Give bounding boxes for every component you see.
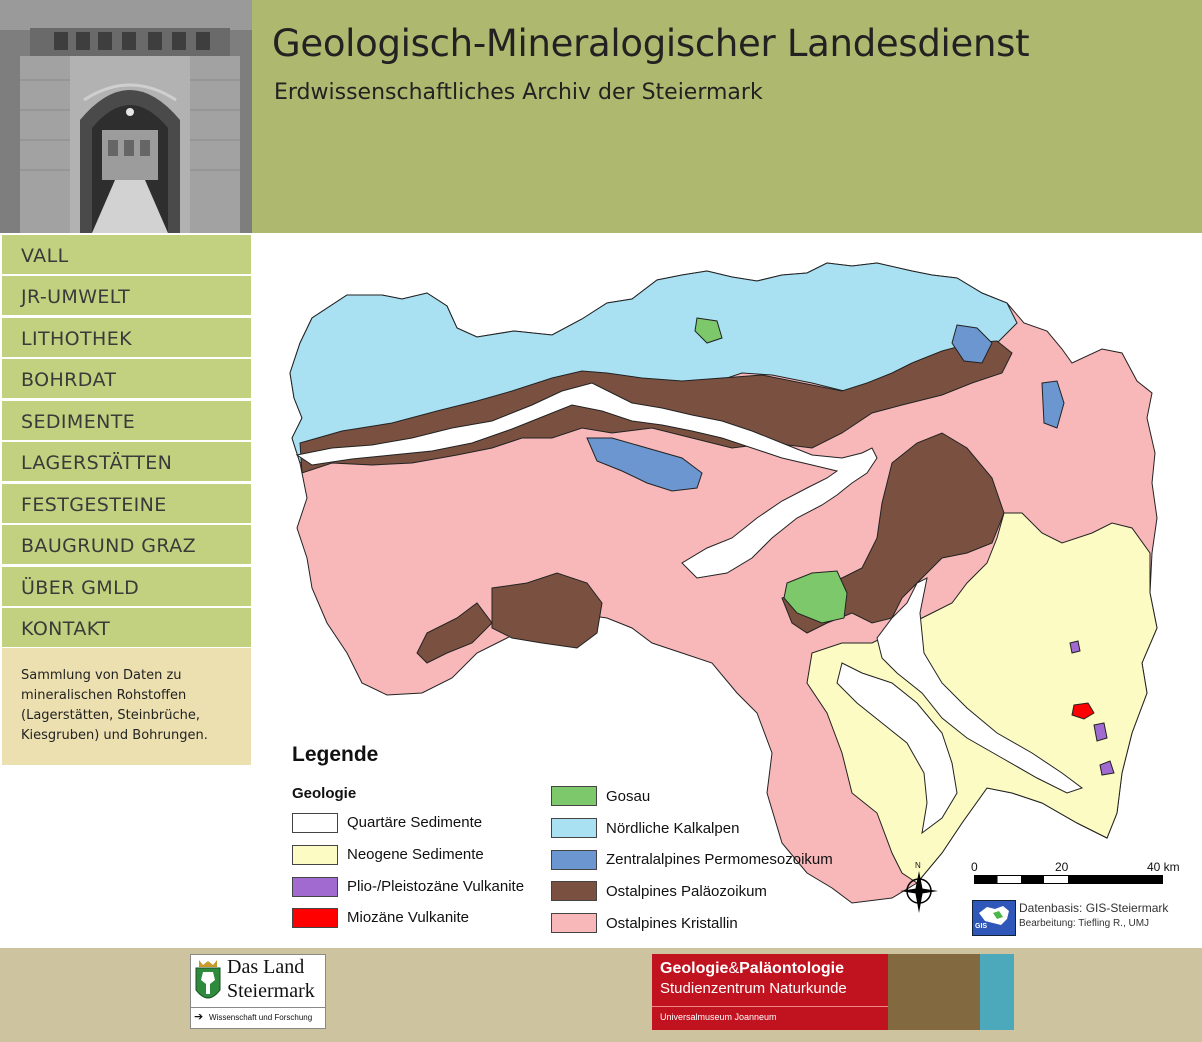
legend-label-gosau: Gosau — [606, 788, 651, 805]
nav-item-bohrdat[interactable]: BOHRDAT — [2, 359, 251, 399]
nav-item-lithothek[interactable]: LITHOTHEK — [2, 318, 251, 358]
scale-label-40: 40 km — [1147, 860, 1180, 874]
legend-swatch-palaeozoikum — [551, 881, 597, 901]
land-steiermark-logo[interactable] — [190, 954, 326, 1029]
legend-label-miozaen-vulkanite: Miozäne Vulkanite — [347, 909, 470, 926]
legend-swatch-miozaen-vulkanite — [292, 908, 338, 928]
building-archway-photo — [0, 0, 252, 233]
legend-swatch-kristallin — [551, 913, 597, 933]
north-label: N — [915, 861, 921, 870]
legend-swatch-quartaer — [292, 813, 338, 833]
site-title: Geologisch-Mineralogischer Landesdienst — [272, 22, 1030, 65]
museum-line2: Studienzentrum Naturkunde — [660, 980, 847, 997]
nav-item-vall[interactable]: VALL — [2, 235, 251, 275]
nav-item-sedimente[interactable]: SEDIMENTE — [2, 401, 251, 441]
header-band — [252, 0, 1202, 233]
header-photo — [0, 0, 252, 233]
scale-label-0: 0 — [971, 860, 978, 874]
north-arrow-icon — [900, 871, 938, 915]
land-logo-line2: Steiermark — [227, 980, 315, 1002]
gis-logo — [972, 900, 1016, 936]
museum-line1-amp: & — [728, 960, 740, 977]
legend-label-quartaer: Quartäre Sedimente — [347, 814, 483, 831]
data-source-text: Datenbasis: GIS-Steiermark — [1019, 901, 1169, 915]
museum-line3: Universalmuseum Joanneum — [660, 1012, 777, 1022]
legend-label-kalkalpen: Nördliche Kalkalpen — [606, 820, 740, 837]
legend-title: Legende — [292, 743, 379, 766]
region-vulkanite-3 — [1070, 641, 1080, 653]
legend-label-neogen: Neogene Sedimente — [347, 846, 484, 863]
gis-logo-text: GIS — [975, 923, 988, 930]
sidebar-nav — [0, 233, 252, 948]
data-credit-text: Bearbeitung: Tiefling R., UMJ — [1019, 918, 1150, 929]
site-subtitle: Erdwissenschaftliches Archiv der Steiermark — [274, 80, 763, 105]
sidebar-info-text: Sammlung von Daten zu mineralischen Rohstoffen (Lagerstätten, Steinbrüche, Kiesgruben) und Bohrungen. — [2, 648, 251, 765]
museum-line1-a: Geologie — [660, 960, 729, 977]
footer — [0, 948, 1202, 1042]
nav-item-kontakt[interactable]: KONTAKT — [2, 608, 251, 648]
legend-label-permomesozoikum: Zentralalpines Permomesozoikum — [606, 851, 833, 868]
styria-geology-map — [252, 233, 1202, 948]
scale-bar — [974, 875, 1164, 885]
nav-item-baugrund-graz[interactable]: BAUGRUND GRAZ — [2, 525, 251, 565]
arrow-right-icon: ➔ — [194, 1010, 204, 1023]
legend-swatch-kalkalpen — [551, 818, 597, 838]
legend-swatch-neogen — [292, 845, 338, 865]
legend-label-kristallin: Ostalpines Kristallin — [606, 915, 738, 932]
nav-item-ueber-gmld[interactable]: ÜBER GMLD — [2, 567, 251, 607]
legend-swatch-plio-vulkanite — [292, 877, 338, 897]
geology-map — [252, 233, 1202, 948]
land-logo-sub: Wissenschaft und Forschung — [209, 1013, 313, 1022]
nav-item-lagerstaetten[interactable]: LAGERSTÄTTEN — [2, 442, 251, 482]
museum-line1-b: Paläontologie — [739, 960, 845, 977]
legend-label-palaeozoikum: Ostalpines Paläozoikum — [606, 883, 767, 900]
nav-item-festgesteine[interactable]: FESTGESTEINE — [2, 484, 251, 524]
legend-swatch-permomesozoikum — [551, 850, 597, 870]
scale-label-20: 20 — [1055, 860, 1069, 874]
nav-item-jr-umwelt[interactable]: JR-UMWELT — [2, 276, 251, 316]
land-logo-line1: Das Land — [227, 956, 305, 978]
museum-logo[interactable] — [652, 954, 1014, 1030]
legend-label-plio-vulkanite: Plio-/Pleistozäne Vulkanite — [347, 878, 525, 895]
legend-section: Geologie — [292, 785, 357, 802]
legend-swatch-gosau — [551, 786, 597, 806]
steiermark-coat-of-arms-icon — [193, 958, 223, 1008]
